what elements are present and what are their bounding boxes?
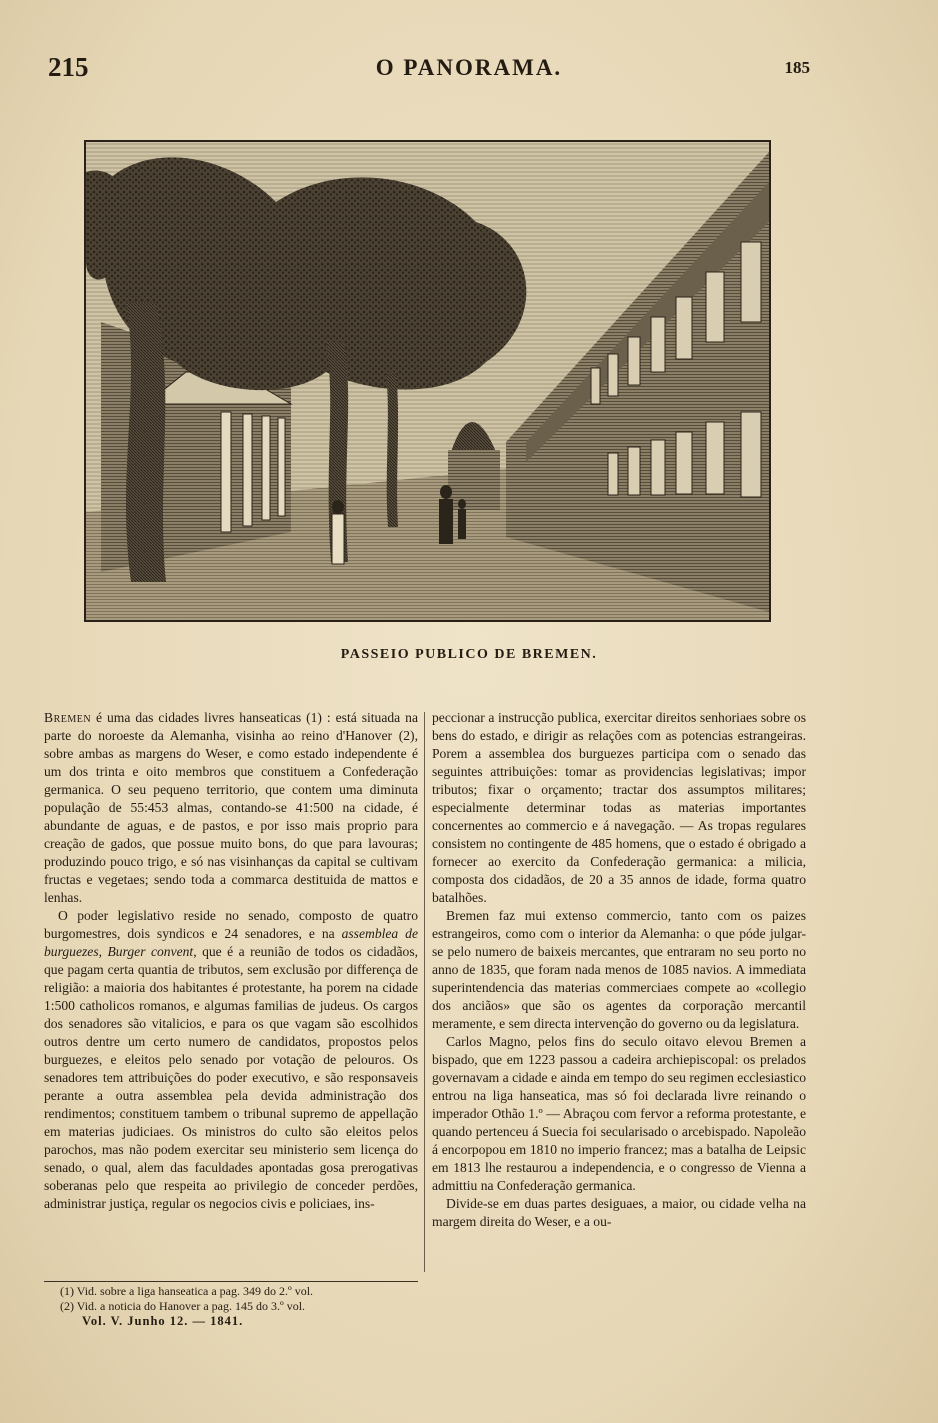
paragraph-text: , [98, 944, 108, 959]
paragraph-text: , que é a reunião de todos os cidadãos, que pagam certa quantia de tributos, sem exclusão por differença de religião: a maioria dos habitantes é protestante, ha porem na cidade 1:500 catholicos romanos, e algumas familias de judeus. Os cargos dos senadores são vitalicios, e para os que vagam são escolhidos outros dentre um certo numero de candidatos, propostos pelos burguezes, e eleitos pelo senado por votação de pelouros. Os senadores tem attribuições do poder executivo, e são responsaveis perante a outra assemblea pela devida administração dos rendimentos; constituem tambem o tribunal supremo de appellação em materias judiciaes. Os ministros do culto são eleitos pelos parochos, mas não podem exercitar seu ministerio sem licença do senado, o qual, alem das faculdades apontadas gosa prerogativas soberanas pelo que respeita ao privilegio de conceder perdões, administrar justiça, regular os negocios civis e policiaes, ins- [44, 944, 419, 1211]
engraving-street-scene-icon [86, 142, 769, 620]
engraving-illustration [84, 140, 771, 622]
illustration-caption: PASSEIO PUBLICO DE BREMEN. [340, 647, 598, 662]
issue-imprint: Vol. V. Junho 12. — 1841. [82, 1314, 244, 1328]
lead-word: Bremen [44, 710, 92, 725]
italic-term: assemblea de burguezes [44, 926, 418, 959]
page-number-right: 185 [784, 58, 810, 77]
page-number-left: 215 [48, 52, 89, 82]
paragraph-text: O poder legislativo reside no senado, composto de quatro burgomestres, dois syndicos e 24 senadores, e na [44, 908, 418, 941]
paragraph: Carlos Magno, pelos fins do seculo oitavo elevou Bremen a bispado, que em 1223 passou a cadeira archiepiscopal: os prelados governavam a cidade e ainda em tempo do seu regimen ecclesiastico entrou na liga hanseatica, mas só foi declarada livre reinando o imperador Othão 1.º — Abraçou com fervor a reforma protestante, e quando pertenceu á Suecia foi secularisado o arcebispado. Napoleão á encorpopou em 1810 no imperio francez; mas a batalha de Leipsic em 1813 lhe restaurou a independencia, e o congresso de Vienna a admittiu na Confederação germanica. [432, 1034, 806, 1193]
paragraph [44, 709, 418, 907]
paragraph [44, 907, 418, 1213]
column-divider [424, 712, 425, 1272]
italic-term: Burger convent [107, 944, 194, 959]
paragraph: peccionar a instrucção publica, exercitar direitos senhoriaes sobre os bens do estado, e dirigir as relações com as potencias estrangeiras. Porem a assemblea dos burguezes participa com o senado das seguintes attribuições: tomar as providencias legislativas; impor tributos; fixar o orçamento; tractar dos assumptos militares; especialmente determinar todas as materias importantes concernentes ao commercio e á navegação. — As tropas regulares consistem no contingente de 485 homens, que o estado é obrigado a fornecer ao exercito da Confederação germanica: a milicia, composta dos cidadãos, de 20 a 35 annos de idade, forma quatro batalhões. [432, 710, 806, 905]
article-column-left [44, 709, 418, 1213]
paragraph: Bremen faz mui extenso commercio, tanto com os paizes estrangeiros, como com o interior da Alemanha: o que póde julgar-se pelo numero de baixeis mercantes, que entraram no seu porto no anno de 1835, que foram nada menos de 1085 navios. A immediata superintendencia das materias commerciaes compete ao «collegio dos anciãos» que são os agentes da corporação mercantil meramente, e sem directa intervenção do governo ou da legislatura. [432, 908, 806, 1031]
journal-title: O PANORAMA. [375, 55, 563, 80]
footnote-1: (1) Vid. sobre a liga hanseatica a pag. 349 do 2.º vol. [60, 1284, 314, 1298]
footnote-2: (2) Vid. a noticia do Hanover a pag. 145 do 3.º vol. [60, 1299, 306, 1313]
paragraph-text: é uma das cidades livres hanseaticas (1) : está situada na parte do noroeste da Alemanha, visinha ao reino d'Hanover (2), sobre ambas as margens do Weser, e como estado independente é um dos trinta e oito membros que constituem a Confederação germanica. O seu pequeno territorio, que contem uma diminuta população de 55:453 almas, contando-se 41:500 na cidade, é abundante de aguas, e de pastos, e por isso mais proprio para creação de gados, que possue muito bons, do que para lavouras; produzindo pouco trigo, e só nas visinhanças da capital se cultivam fructas e vegetaes; sendo toda a commarca destituida de mattos e lenhas. [44, 710, 418, 905]
paragraph: Divide-se em duas partes desiguaes, a maior, ou cidade velha na margem direita do Weser, e a ou- [432, 1196, 806, 1229]
article-column-right [432, 709, 806, 1231]
footnote-rule [44, 1281, 418, 1282]
